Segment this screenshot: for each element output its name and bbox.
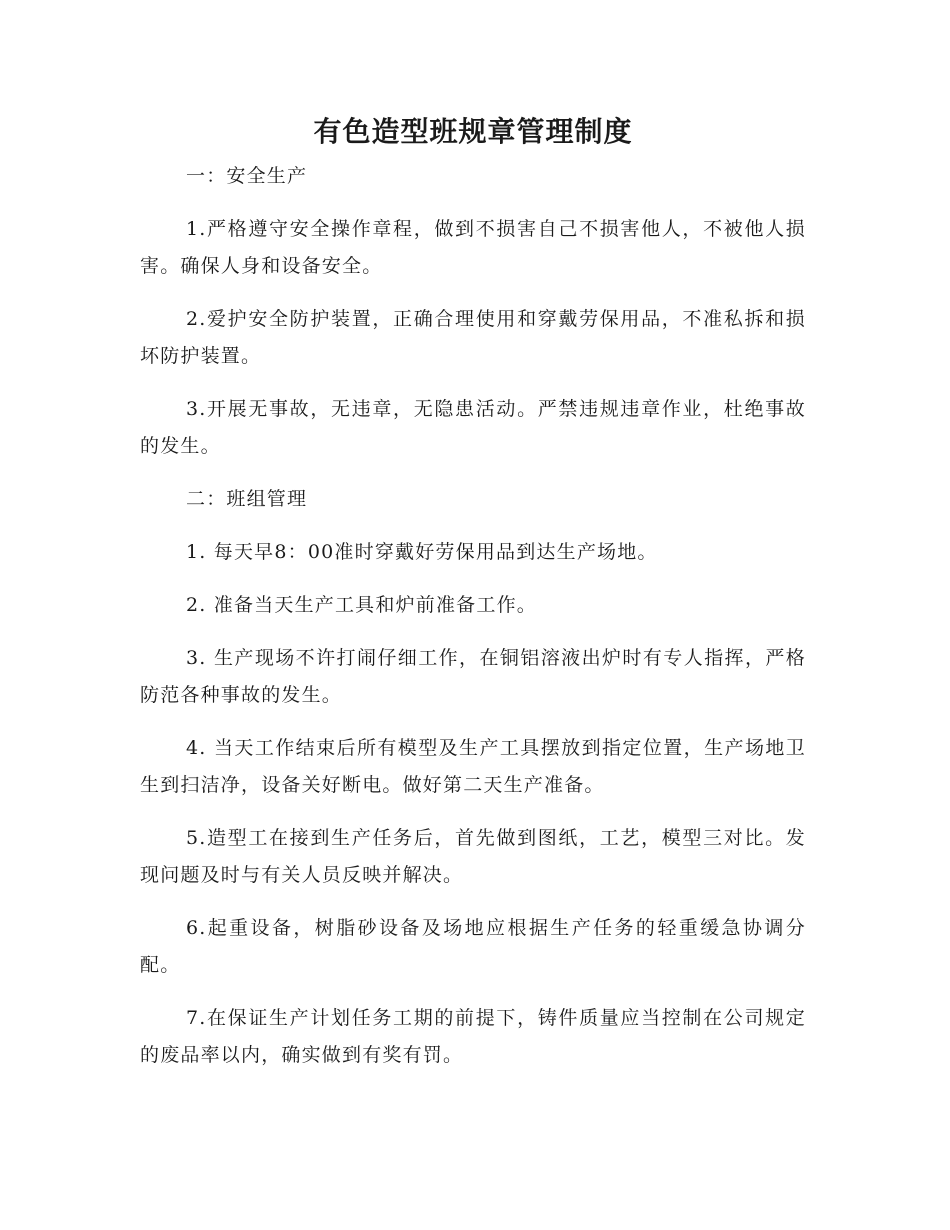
paragraph-team-7: 7.在保证生产计划任务工期的前提下，铸件质量应当控制在公司规定的废品率以内，确实做到有奖有罚。 — [140, 1007, 806, 1066]
paragraph-team-4: 4. 当天工作结束后所有模型及生产工具摆放到指定位置，生产场地卫生到扫洁净，设备关好断电。做好第二天生产准备。 — [140, 737, 806, 796]
paragraph-team-2: 2. 准备当天生产工具和炉前准备工作。 — [186, 594, 537, 616]
document-title: 有色造型班规章管理制度 — [313, 115, 633, 148]
paragraph-team-5: 5.造型工在接到生产任务后，首先做到图纸，工艺，模型三对比。发现问题及时与有关人员反映并解决。 — [140, 827, 806, 886]
paragraph-safety-3: 3.开展无事故，无违章，无隐患活动。严禁违规违章作业，杜绝事故的发生。 — [140, 398, 806, 457]
document-page — [140, 108, 806, 1090]
paragraph-team-6: 6.起重设备，树脂砂设备及场地应根据生产任务的轻重缓急协调分配。 — [140, 917, 806, 976]
section-heading-team: 二：班组管理 — [186, 488, 308, 510]
paragraph-safety-1: 1.严格遵守安全操作章程，做到不损害自己不损害他人，不被他人损害。确保人身和设备安全。 — [140, 218, 806, 277]
paragraph-team-3: 3. 生产现场不许打闹仔细工作，在铜铝溶液出炉时有专人指挥，严格防范各种事故的发生。 — [140, 647, 806, 706]
paragraph-safety-2: 2.爱护安全防护装置，正确合理使用和穿戴劳保用品，不准私拆和损坏防护装置。 — [140, 308, 806, 367]
section-heading-safety: 一：安全生产 — [186, 165, 308, 187]
paragraph-team-1: 1. 每天早8：00准时穿戴好劳保用品到达生产场地。 — [186, 541, 658, 563]
